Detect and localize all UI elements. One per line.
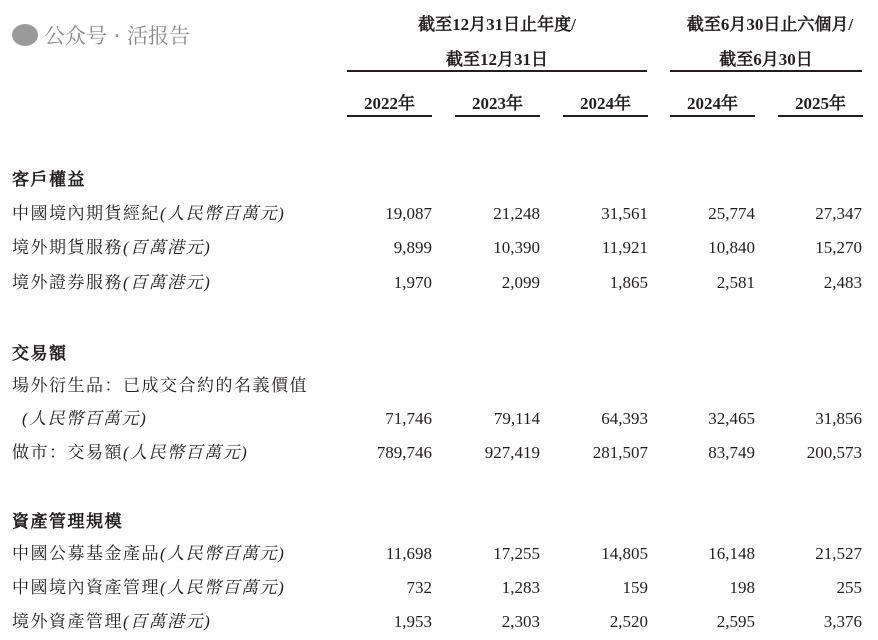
cell-value: 10,840	[708, 238, 755, 257]
cell-value: 198	[729, 578, 755, 597]
cell-value: 19,087	[385, 204, 432, 223]
header-divider	[347, 70, 647, 72]
cell-value: 16,148	[708, 544, 755, 563]
table-row	[0, 371, 878, 401]
cell-value: 25,774	[708, 204, 755, 223]
cell-value: 927,419	[484, 443, 540, 462]
row-unit: (百萬港元)	[123, 273, 212, 292]
cell-value: 200,573	[806, 443, 862, 462]
row-label	[12, 371, 308, 401]
section-header	[0, 165, 878, 195]
table-row	[0, 438, 878, 468]
table-row	[0, 607, 878, 637]
cell-value: 789,746	[376, 443, 432, 462]
row-label	[22, 404, 147, 434]
cell-value: 732	[406, 578, 432, 597]
year-underline	[347, 115, 432, 117]
row-label-text: 場外衍生品：已成交合約的名義價值	[12, 376, 308, 395]
year-header: 2025年	[795, 94, 846, 113]
cell-value: 1,953	[393, 612, 432, 631]
row-label-text: 中國境內資產管理	[12, 578, 160, 597]
cell-value: 2,595	[716, 612, 755, 631]
cell-value: 31,856	[815, 409, 862, 428]
cell-value: 3,376	[823, 612, 862, 631]
cell-value: 32,465	[708, 409, 755, 428]
row-label	[12, 539, 285, 569]
cell-value: 31,561	[601, 204, 648, 223]
table-row	[0, 573, 878, 603]
cell-value: 10,390	[493, 238, 540, 257]
year-underline	[563, 115, 648, 117]
cell-value: 255	[836, 578, 862, 597]
watermark-text: 公众号 · 活报告	[44, 24, 191, 48]
cell-value: 11,698	[385, 544, 432, 563]
cell-value: 79,114	[493, 409, 540, 428]
row-label	[12, 573, 285, 603]
section-title: 客戶權益	[12, 170, 86, 189]
row-unit: (百萬港元)	[123, 612, 212, 631]
year-header: 2023年	[472, 94, 523, 113]
table-row	[0, 268, 878, 298]
header-group1-line1: 截至12月31日止年度/	[418, 15, 576, 34]
header-divider	[670, 70, 862, 72]
table-row	[0, 199, 878, 229]
row-label	[12, 199, 285, 229]
cell-value: 1,865	[609, 273, 648, 292]
cell-value: 9,899	[393, 238, 432, 257]
cell-value: 83,749	[708, 443, 755, 462]
year-underline	[455, 115, 540, 117]
row-label	[12, 438, 248, 468]
row-label	[12, 268, 211, 298]
cell-value: 2,483	[823, 273, 862, 292]
year-underline	[778, 115, 863, 117]
cell-value: 21,527	[815, 544, 862, 563]
row-unit: (人民幣百萬元)	[160, 204, 286, 223]
section-header	[0, 339, 878, 369]
row-unit: (百萬港元)	[123, 238, 212, 257]
header-group2-line1: 截至6月30日止六個月/	[686, 15, 854, 34]
watermark	[12, 20, 190, 50]
cell-value: 17,255	[493, 544, 540, 563]
cell-value: 2,520	[609, 612, 648, 631]
row-label-text: 境外資產管理	[12, 612, 123, 631]
wechat-icon	[12, 24, 38, 46]
year-header: 2022年	[364, 94, 415, 113]
section-title: 資產管理規模	[12, 512, 123, 531]
year-header: 2024年	[580, 94, 631, 113]
cell-value: 1,970	[393, 273, 432, 292]
cell-value: 2,303	[501, 612, 540, 631]
section-title: 交易額	[12, 344, 68, 363]
row-label-text: 中國公募基金產品	[12, 544, 160, 563]
cell-value: 281,507	[592, 443, 648, 462]
row-label-text: 境外期貨服務	[12, 238, 123, 257]
row-label-text: 境外證券服務	[12, 273, 123, 292]
cell-value: 159	[622, 578, 648, 597]
section-header	[0, 507, 878, 537]
cell-value: 14,805	[601, 544, 648, 563]
cell-value: 11,921	[601, 238, 648, 257]
row-label	[12, 607, 211, 637]
cell-value: 1,283	[501, 578, 540, 597]
row-label-text: 中國境內期貨經紀	[12, 204, 160, 223]
header-group1-line2: 截至12月31日	[446, 50, 548, 69]
row-unit: (人民幣百萬元)	[123, 443, 249, 462]
cell-value: 2,099	[501, 273, 540, 292]
cell-value: 2,581	[716, 273, 755, 292]
cell-value: 15,270	[815, 238, 862, 257]
table-row	[0, 404, 878, 434]
year-header: 2024年	[687, 94, 738, 113]
row-unit: (人民幣百萬元)	[22, 409, 148, 428]
cell-value: 71,746	[385, 409, 432, 428]
header-group2-line2: 截至6月30日	[719, 50, 813, 69]
cell-value: 21,248	[493, 204, 540, 223]
row-unit: (人民幣百萬元)	[160, 544, 286, 563]
row-unit: (人民幣百萬元)	[160, 578, 286, 597]
table-row	[0, 233, 878, 263]
cell-value: 27,347	[815, 204, 862, 223]
cell-value: 64,393	[601, 409, 648, 428]
row-label	[12, 233, 211, 263]
table-row	[0, 539, 878, 569]
year-underline	[670, 115, 755, 117]
row-label-text: 做市：交易額	[12, 443, 123, 462]
